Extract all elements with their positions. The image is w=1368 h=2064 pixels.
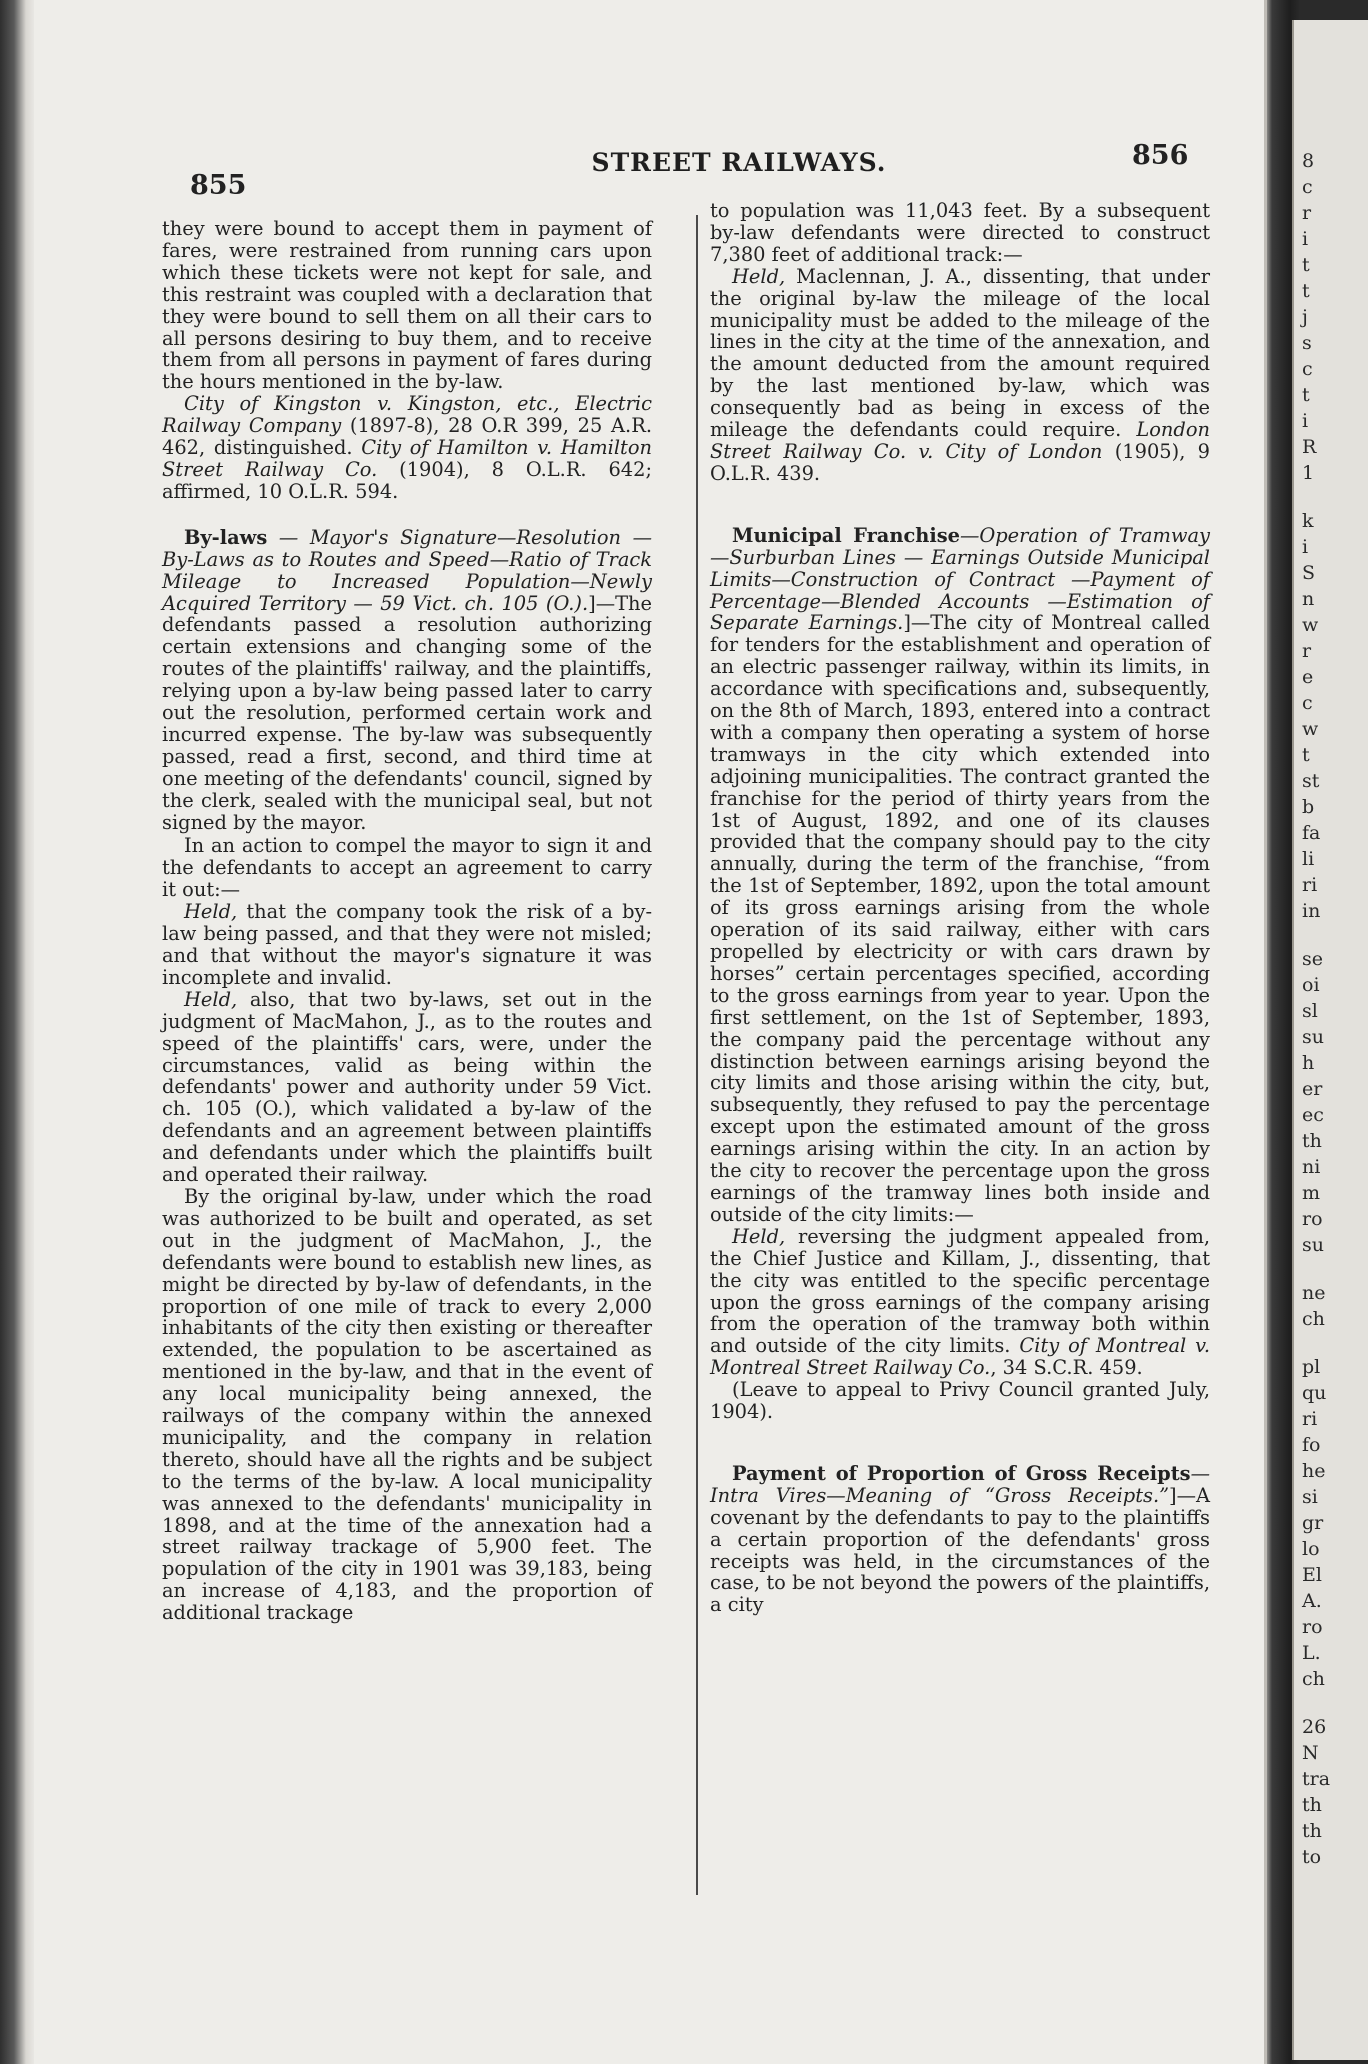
citation-paragraph xyxy=(162,393,652,503)
headnote-paragraph xyxy=(710,525,1210,1226)
page-number-left: 855 xyxy=(190,170,247,201)
paragraph: By the original by-law, under which the road was authorized to be built and operated, as set out in the judgment of MacMahon, J., the defendants were bound to establish new lines, as might be directed by by-law of defendants, in the proportion of one mile of track to every 2,000 inhabitants of the city then existing or thereafter extended, the population to be ascertained as mentioned in the by-law, and that in the event of any local municipality being annexed, the railways of the company within the annexed municipality, and the company in relation thereto, should have all the rights and be subject to the terms of the by-law. A local municipality was annexed to the defendants' municipality in 1898, and at the time of the annexation had a street railway trackage of 5,900 feet. The population of the city in 1901 was 39,183, being an increase of 4,183, and the proportion of additional trackage xyxy=(162,1184,652,1625)
headnote-subheading: —Intra Vires—Meaning of “Gross Receipts.” xyxy=(710,1461,1210,1507)
adjacent-page-fragment: su xyxy=(1302,1234,1324,1256)
adjacent-page-fragment: 8 xyxy=(1302,150,1315,172)
held-paragraph xyxy=(710,1226,1210,1379)
paragraph: In an action to compel the mayor to sign it and the defendants to accept an agreement to carry it out:— xyxy=(162,834,652,902)
adjacent-page-fragment: fo xyxy=(1302,1434,1321,1456)
adjacent-page-fragment: j xyxy=(1302,306,1308,328)
adjacent-page-fragment: i xyxy=(1302,536,1309,558)
adjacent-page-fragment: gr xyxy=(1302,1512,1324,1534)
held-text: Maclennan, J. A., dissenting, that under the original by-law the mileage of the local municipality must be added to the mileage of the lines in the city at the time of the annexation, and the amount deducted from the amount required by the last mentioned by-law, which was consequently bad as being in excess of the mileage the defendants could require. xyxy=(710,264,1210,442)
adjacent-page-fragment: li xyxy=(1302,848,1315,870)
adjacent-page-fragment: c xyxy=(1302,358,1313,380)
adjacent-page-fragment: m xyxy=(1302,1182,1321,1204)
adjacent-page-fragment: ch xyxy=(1302,1668,1325,1690)
citation-text: (1897-8), 28 O.R 399, 25 A.R. 462, distinguished. xyxy=(162,414,652,460)
headnote-subheading: —Operation of Tramway—Surburban Lines — Earnings Outside Municipal Limits—Construction of Contract —Payment of Percentage—Blended Accounts —Estimation of Separate Earnings. xyxy=(710,523,1210,635)
adjacent-page-fragment: i xyxy=(1302,410,1309,432)
adjacent-page-fragment: tra xyxy=(1302,1768,1331,1790)
held-paragraph xyxy=(710,266,1210,485)
adjacent-page-fragment: t xyxy=(1302,254,1310,276)
headnote-heading: Payment of Proportion of Gross Receipts xyxy=(732,1461,1191,1485)
adjacent-page-fragment: su xyxy=(1302,1026,1324,1048)
column-rule xyxy=(696,215,698,1895)
case-citation: City of Hamilton v. Hamilton Street Railway Co. xyxy=(162,436,652,481)
case-citation: City of Kingston v. Kingston, etc., Electric Railway Company xyxy=(162,392,652,438)
held-label: Held, xyxy=(184,987,238,1011)
case-citation: City of Montreal v. Montreal Street Railway Co. xyxy=(710,1334,1210,1380)
adjacent-page-fragment: c xyxy=(1302,176,1313,198)
page-number-right: 856 xyxy=(1132,140,1189,171)
adjacent-page-fragment: th xyxy=(1302,1820,1322,1842)
adjacent-page-fragment: S xyxy=(1302,562,1316,584)
adjacent-page-fragment: t xyxy=(1302,744,1310,766)
adjacent-page-fragment: se xyxy=(1302,948,1323,970)
held-paragraph xyxy=(162,901,652,989)
adjacent-page-fragment: ro xyxy=(1302,1616,1323,1638)
headnote-subheading: — Mayor's Signature—Resolution —By-Laws as to Routes and Speed—Ratio of Track Mileage to Increased Population—Newly Acquired Territory — 59 Vict. ch. 105 (O.). xyxy=(162,525,652,615)
running-head-title: STREET RAILWAYS. xyxy=(591,148,887,177)
headnote-text: ]—The defendants passed a resolution authorizing certain extensions and changing some of the routes of the plaintiffs' railway, and the plaintiffs, relying upon a by-law being passed later to carry out the resolution, performed certain work and incurred expense. The by-law was subsequently passed, read a first, second, and third time at one meeting of the defendants' council, signed by the clerk, sealed with the municipal seal, but not signed by the mayor. xyxy=(162,591,652,834)
adjacent-page-fragment: A. xyxy=(1302,1590,1322,1612)
adjacent-page-fragment: n xyxy=(1302,588,1315,610)
adjacent-page-fragment: w xyxy=(1302,614,1319,636)
held-label: Held, xyxy=(732,1224,786,1248)
adjacent-page-fragment: r xyxy=(1302,202,1312,224)
held-text: also, that two by-laws, set out in the judgment of MacMahon, J., as to the routes and speed of the plaintiffs' cars, were, under the circumstances, valid as being within the defendants' power and authority under 59 Vict. ch. 105 (O.), which validated a by-law of the defendants and an agreement between plaintiffs and defendants under which the plaintiffs built and operated their railway. xyxy=(162,987,652,1187)
adjacent-page-fragment: in xyxy=(1302,900,1321,922)
headnote-heading: Municipal Franchise xyxy=(732,523,960,547)
adjacent-page-fragment: i xyxy=(1302,228,1309,250)
adjacent-page-fragment: si xyxy=(1302,1486,1318,1508)
adjacent-page-fragment: s xyxy=(1302,332,1312,354)
adjacent-page-fragment: fa xyxy=(1302,822,1321,844)
adjacent-page-fragment: to xyxy=(1302,1846,1322,1868)
adjacent-page-fragment: c xyxy=(1302,692,1313,714)
adjacent-page-fragment: th xyxy=(1302,1130,1322,1152)
adjacent-page-fragment: st xyxy=(1302,770,1320,792)
adjacent-page-fragment: ec xyxy=(1302,1104,1324,1126)
adjacent-page-fragment: th xyxy=(1302,1794,1322,1816)
adjacent-page-fragment: w xyxy=(1302,718,1319,740)
book-page xyxy=(34,0,1267,2064)
adjacent-page-fragment: R xyxy=(1302,436,1317,458)
adjacent-page-fragment: sl xyxy=(1302,1000,1318,1022)
adjacent-page-fragment: he xyxy=(1302,1460,1326,1482)
adjacent-page-fragment: lo xyxy=(1302,1538,1320,1560)
held-text: that the company took the risk of a by-law being passed, and that they were not misled; and that without the mayor's signature it was incomplete and invalid. xyxy=(162,900,652,989)
held-label: Held, xyxy=(184,900,238,924)
paragraph: to population was 11,043 feet. By a subsequent by-law defendants were directed to construct 7,380 feet of additional track:— xyxy=(710,199,1210,266)
paragraph: (Leave to appeal to Privy Council granted July, 1904). xyxy=(710,1378,1210,1424)
headnote-paragraph xyxy=(710,1463,1210,1616)
adjacent-page-fragment: 1 xyxy=(1302,462,1315,484)
adjacent-page-fragment: b xyxy=(1302,796,1315,818)
adjacent-page-fragment: k xyxy=(1302,510,1314,532)
adjacent-page-fragment: er xyxy=(1302,1078,1323,1100)
adjacent-page-edge xyxy=(1292,20,1368,2060)
adjacent-page-fragment: t xyxy=(1302,384,1310,406)
paragraph: they were bound to accept them in payment of fares, were restrained from running cars upon which these tickets were not kept for sale, and this restraint was coupled with a declaration that they were bound to sell them on all their cars to all persons desiring to buy them, and to receive them from all persons in payment of fares during the hours mentioned in the by-law. xyxy=(162,217,652,394)
right-column xyxy=(710,200,1210,1616)
adjacent-page-fragment: e xyxy=(1302,666,1314,688)
adjacent-page-fragment: r xyxy=(1302,640,1312,662)
adjacent-page-fragment: ro xyxy=(1302,1208,1323,1230)
adjacent-page-fragment: ch xyxy=(1302,1308,1325,1330)
headnote-paragraph xyxy=(162,527,652,834)
adjacent-page-fragment: ri xyxy=(1302,1408,1318,1430)
left-column xyxy=(162,218,652,1624)
held-paragraph xyxy=(162,989,652,1186)
citation-text: (1905), 9 O.L.R. 439. xyxy=(710,439,1211,485)
held-text: reversing the judgment appealed from, the Chief Justice and Killam, J., dissenting, that the city was entitled to the specific percentage upon the gross earnings of the company arising from the operation of the tramway both within and outside of the city limits. xyxy=(710,1224,1210,1358)
adjacent-page-fragment: t xyxy=(1302,280,1310,302)
headnote-text: ]—A covenant by the defendants to pay to the plaintiffs a certain proportion of the defendants' gross receipts was held, in the circumstances of the case, to be not beyond the powers of the plaintiffs, a city xyxy=(710,1483,1210,1617)
adjacent-page-fragment: qu xyxy=(1302,1382,1327,1404)
adjacent-page-fragment: El xyxy=(1302,1564,1322,1586)
adjacent-page-fragment: ri xyxy=(1302,874,1318,896)
adjacent-page-fragment: oi xyxy=(1302,974,1320,996)
citation-text: , 34 S.C.R. 459. xyxy=(990,1356,1143,1380)
headnote-heading: By-laws xyxy=(184,525,268,549)
adjacent-page-fragment: ne xyxy=(1302,1282,1326,1304)
adjacent-page-fragment: h xyxy=(1302,1052,1315,1074)
adjacent-page-fragment: pl xyxy=(1302,1356,1321,1378)
held-label: Held, xyxy=(732,264,786,288)
citation-text: (1904), 8 O.L.R. 642; affirmed, 10 O.L.R. 594. xyxy=(162,457,652,503)
adjacent-page-fragment: N xyxy=(1302,1742,1319,1764)
adjacent-page-fragment: ni xyxy=(1302,1156,1321,1178)
case-citation: London Street Railway Co. v. City of London xyxy=(710,418,1210,463)
adjacent-page-fragment: 26 xyxy=(1302,1716,1327,1738)
headnote-text: ]—The city of Montreal called for tenders for the establishment and operation of an electric passenger railway, within its limits, in accordance with specifications and, subsequently, on the 8th of March, 1893, entered into a contract with a company then operating a system of horse tramways in the city which extended into adjoining municipalities. The contract granted the franchise for the period of thirty years from the 1st of August, 1892, and one of its clauses provided that the company should pay to the city annually, during the term of the franchise, “from the 1st of September, 1892, upon the total amount of its gross earnings arising from the whole operation of its said railway, either with cars propelled by electricity or with cars drawn by horses” certain percentages specified, according to the gross earnings from year to year. Upon the first settlement, on the 1st of September, 1893, the company paid the percentage without any distinction between earnings arising beyond the city limits and those arising within the city, but, subsequently, they refused to pay the percentage except upon the estimated amount of the gross earnings arising within the city. In an action by the city to recover the percentage upon the gross earnings of the tramway lines both inside and outside of the city limits:— xyxy=(710,611,1210,1226)
adjacent-page-fragment: L. xyxy=(1302,1642,1321,1664)
